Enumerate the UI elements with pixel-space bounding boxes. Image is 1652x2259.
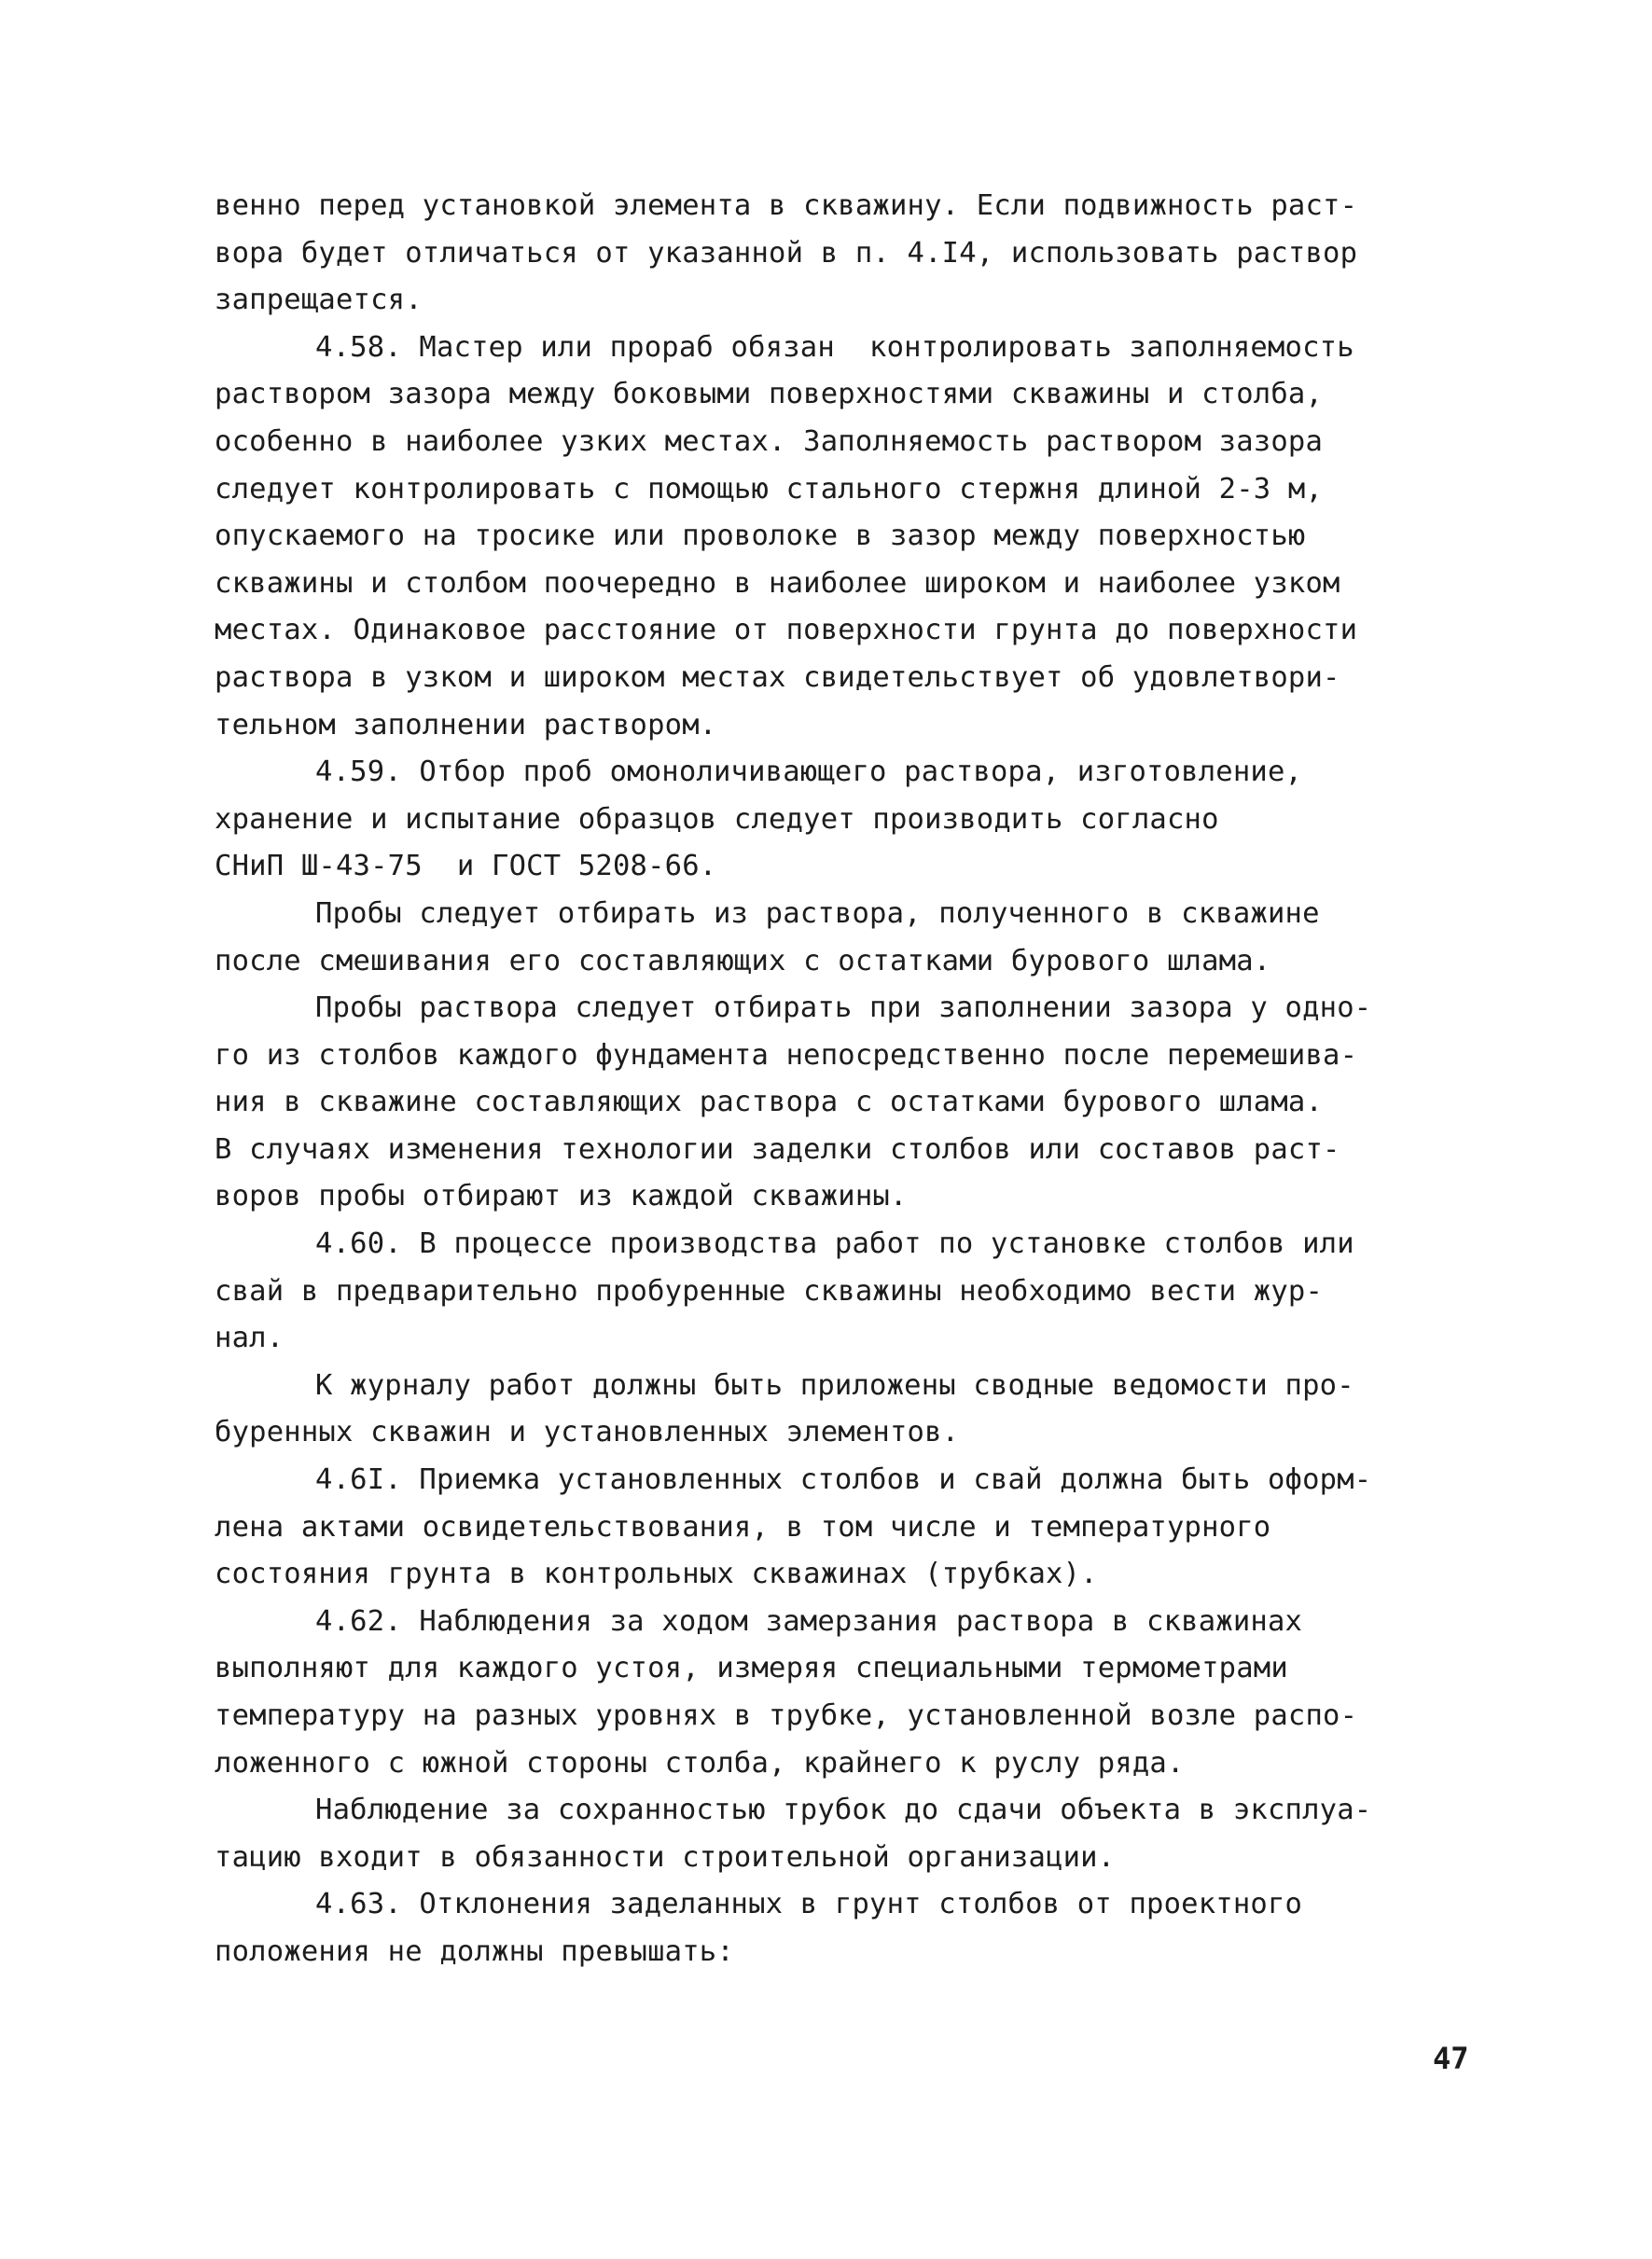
text-line: Пробы раствора следует отбирать при заполнении зазора у одно- [315,991,1372,1025]
text-line: вора будет отличаться от указанной в п. 4.I4, использовать раствор [215,236,1358,270]
text-line: раствором зазора между боковыми поверхностями скважины и столба, [215,378,1324,411]
text-line: Наблюдение за сохранностью трубок до сдачи объекта в эксплуа- [315,1794,1372,1827]
text-line: 4.59. Отбор проб омоноличивающего раствора, изготовление, [315,755,1303,789]
text-line: го из столбов каждого фундамента непосредственно после перемешива- [215,1038,1358,1072]
text-line: ния в скважине составляющих раствора с остатками бурового шлама. [215,1086,1324,1119]
text-line: 4.62. Наблюдения за ходом замерзания раствора в скважинах [315,1604,1303,1638]
text-line: буренных скважин и установленных элементов. [215,1416,960,1449]
text-line: хранение и испытание образцов следует производить согласно [215,802,1219,836]
text-line: запрещается. [215,284,423,317]
text-line: скважины и столбом поочередно в наиболее широком и наиболее узком [215,566,1340,600]
text-line: 4.60. В процессе производства работ по установке столбов или [315,1227,1354,1261]
text-line: СНиП Ш-43-75 и ГОСТ 5208-66. [215,850,717,883]
text-line: температуру на разных уровнях в трубке, установленной возле распо- [215,1699,1358,1732]
text-line: состояния грунта в контрольных скважинах (трубках). [215,1558,1098,1591]
text-line: К журналу работ должны быть приложены сводные ведомости про- [315,1368,1354,1402]
text-line: венно перед установкой элемента в скважину. Если подвижность раст- [215,189,1358,222]
text-line: следует контролировать с помощью стального стержня длиной 2-3 м, [215,472,1324,506]
text-line: раствора в узком и широком местах свидетельствует об удовлетвори- [215,660,1340,694]
text-line: 4.63. Отклонения заделанных в грунт столбов от проектного [315,1888,1303,1921]
text-line: опускаемого на тросике или проволоке в зазор между поверхностью [215,520,1306,553]
text-line: нал. [215,1322,285,1355]
text-line: положения не должны превышать: [215,1934,734,1968]
text-line: Пробы следует отбирать из раствора, полученного в скважине [315,896,1320,930]
text-line: свай в предварительно пробуренные скважины необходимо вести жур- [215,1274,1324,1308]
text-line: 4.58. Мастер или прораб обязан контролировать заполняемость [315,330,1354,364]
text-line: тацию входит в обязанности строительной организации. [215,1840,1116,1874]
text-line: лена актами освидетельствования, в том числе и температурного [215,1510,1271,1544]
text-line: тельном заполнении раствором. [215,708,717,741]
text-line: после смешивания его составляющих с остатками бурового шлама. [215,944,1271,977]
text-line: воров пробы отбирают из каждой скважины. [215,1180,908,1213]
text-line: особенно в наиболее узких местах. Заполняемость раствором зазора [215,424,1324,458]
text-line: В случаях изменения технологии заделки столбов или составов раст- [215,1132,1340,1166]
text-line: ложенного с южной стороны столба, крайнего к руслу ряда. [215,1746,1185,1780]
text-line: 4.6I. Приемка установленных столбов и свай должна быть оформ- [315,1463,1372,1497]
body-text [215,183,1511,1976]
text-line: местах. Одинаковое расстояние от поверхности грунта до поверхности [215,614,1358,647]
text-line: выполняют для каждого устоя, измеряя специальными термометрами [215,1652,1288,1685]
page-number: 47 [1433,2041,1469,2076]
